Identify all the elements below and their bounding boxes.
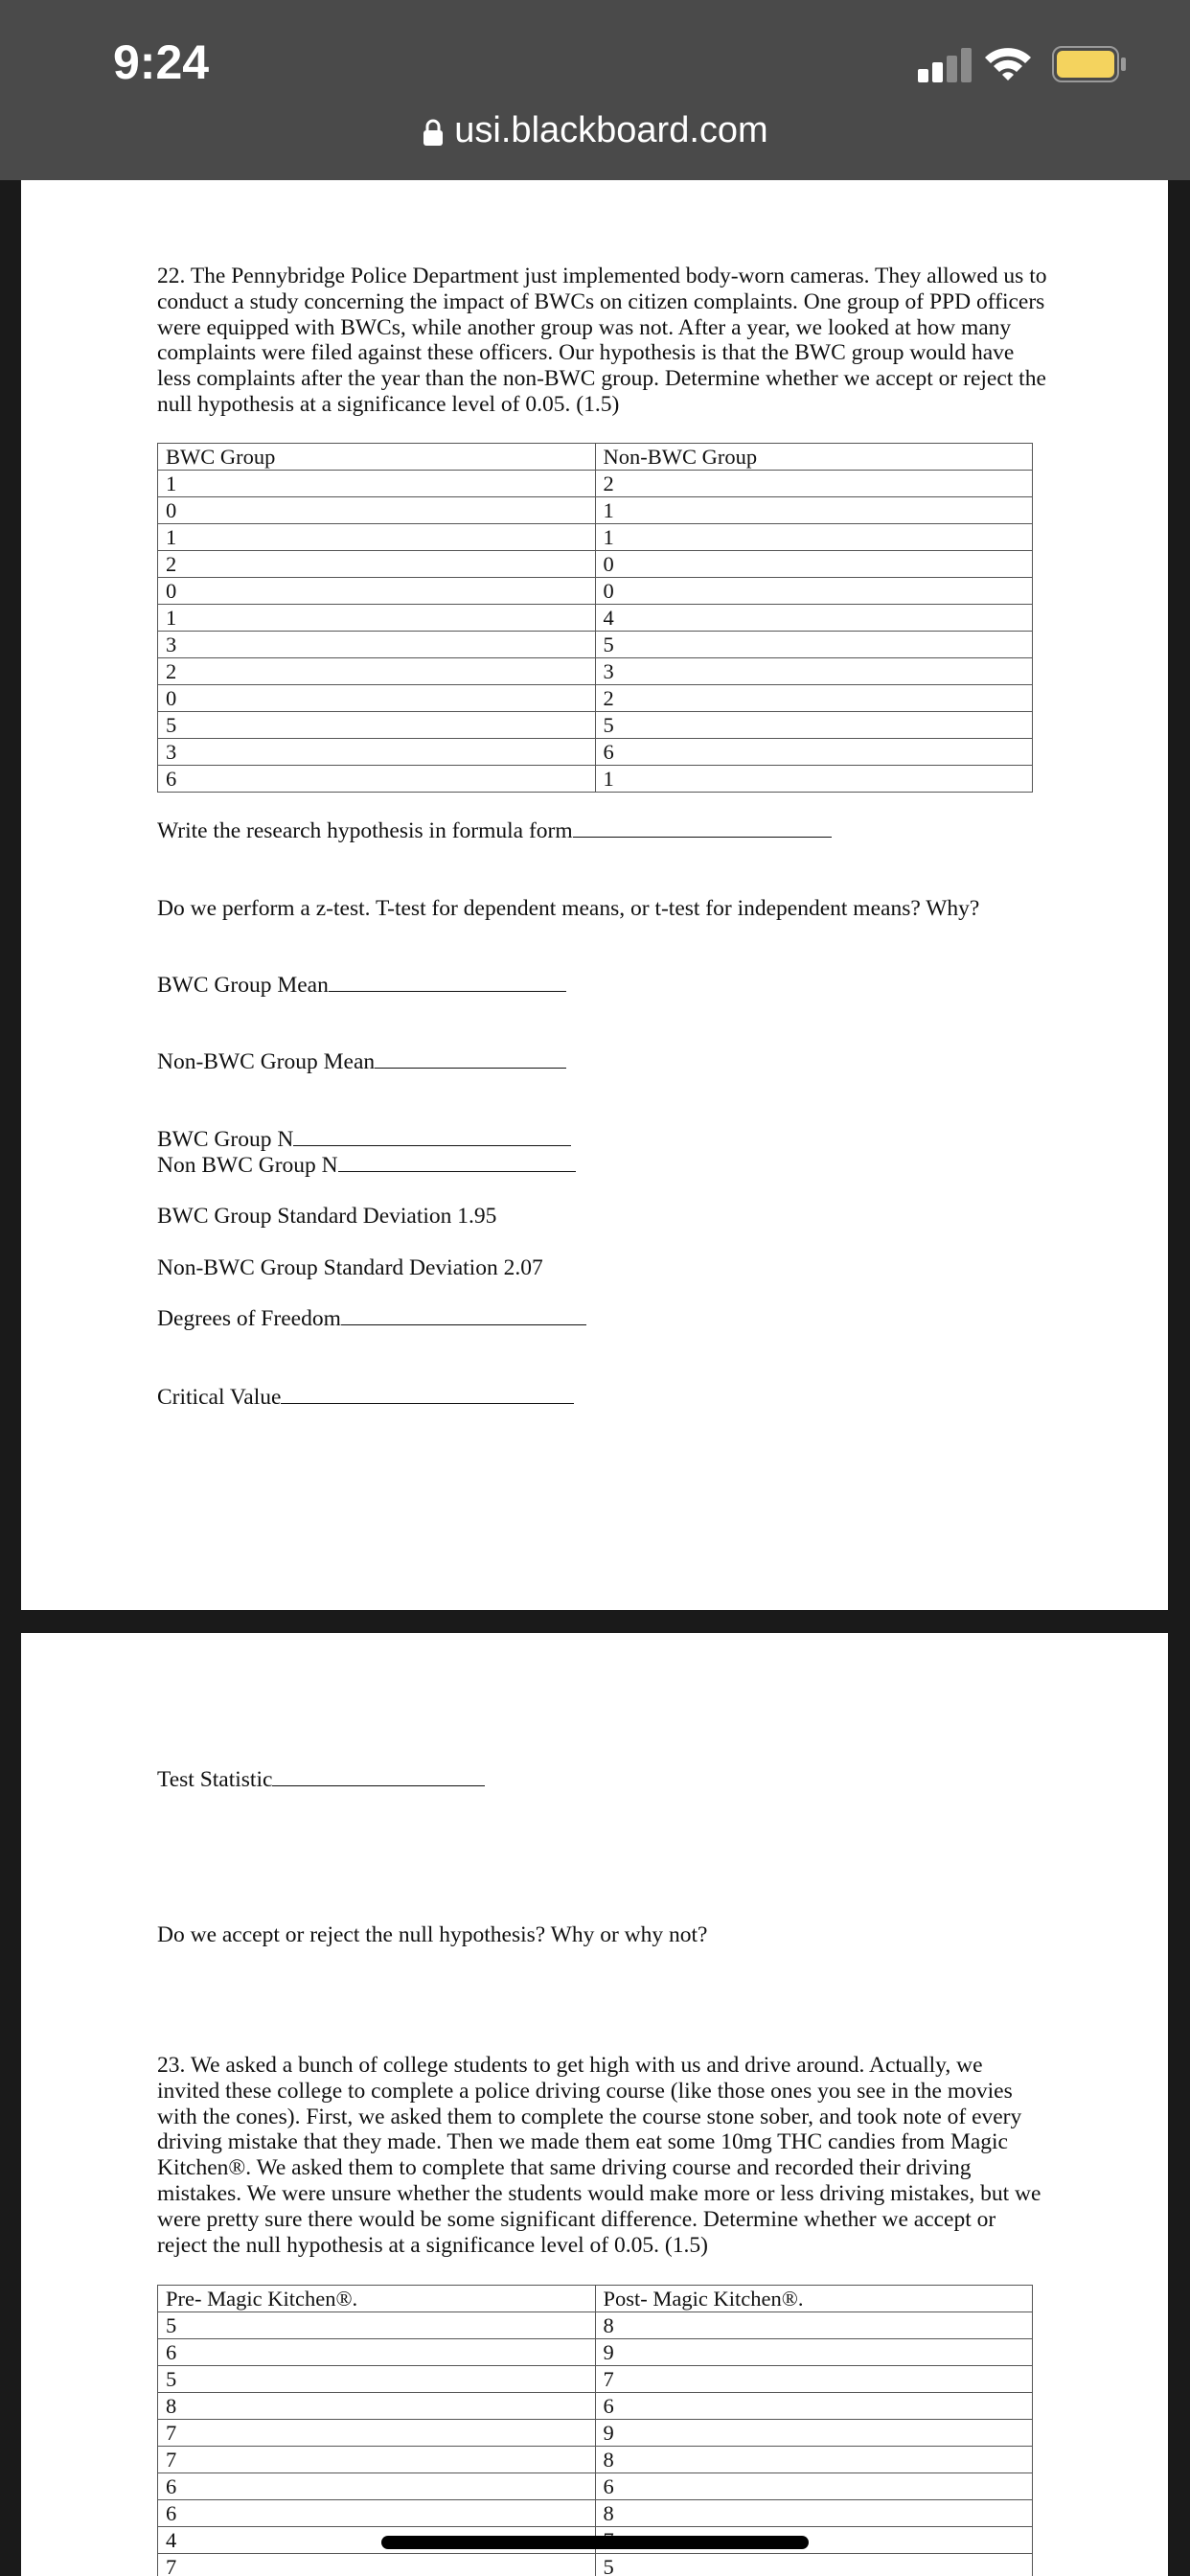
url-text: usi.blackboard.com (454, 110, 768, 150)
table-cell: 1 (158, 471, 596, 497)
magic-kitchen-table-header-row (158, 2286, 1033, 2312)
table-cell: 5 (595, 632, 1033, 658)
table-cell: 6 (595, 2393, 1033, 2420)
table-cell: 3 (158, 632, 596, 658)
table-cell: 0 (595, 551, 1033, 578)
table-cell: 3 (158, 739, 596, 766)
table-row (158, 578, 1033, 605)
table-cell: 6 (595, 2473, 1033, 2500)
table-row (158, 739, 1033, 766)
table-cell: 9 (595, 2420, 1033, 2447)
table-cell: 7 (158, 2554, 596, 2576)
table-cell: 4 (158, 2527, 596, 2554)
status-time: 9:24 (113, 35, 210, 89)
table-row (158, 497, 1033, 524)
question-23-text: 23. We asked a bunch of college students to get high with us and drive around. Actually, we invited these college to complete a police driving course (like those ones you see in the movies with the cones). First, we asked them to complete the course stone sober, and took note of every driving mistake that they made. Then we made them eat some 10mg THC candies from Magic Kitchen®. We asked them to complete that same driving course and recorded their driving mistakes. We were unsure whether the students would make more or less driving mistakes, but we were pretty sure there would be some significant difference. Determine whether we accept or reject the null hypothesis at a significance level of 0.05. (1.5) (157, 2053, 1041, 2258)
bwc-table-header-row (158, 444, 1033, 471)
table-cell: 1 (158, 524, 596, 551)
table-row (158, 471, 1033, 497)
browser-top-bar (0, 0, 1190, 180)
table-cell: 2 (158, 551, 596, 578)
critical-value-prompt: Critical Value (157, 1385, 574, 1411)
table-cell: 1 (595, 497, 1033, 524)
table-cell: 8 (595, 2447, 1033, 2473)
table-cell: 6 (158, 2473, 596, 2500)
degrees-of-freedom-prompt: Degrees of Freedom (157, 1306, 586, 1332)
battery-icon (1052, 46, 1127, 82)
cellular-signal-icon (918, 48, 972, 82)
non-bwc-n-prompt: Non BWC Group N (157, 1153, 576, 1179)
table-row (158, 2366, 1033, 2393)
magic-kitchen-table-header-cell: Post- Magic Kitchen®. (595, 2286, 1033, 2312)
table-cell: 1 (595, 766, 1033, 793)
bwc-table-header-cell: Non-BWC Group (595, 444, 1033, 471)
table-row (158, 2473, 1033, 2500)
table-row (158, 2554, 1033, 2576)
table-cell: 1 (595, 524, 1033, 551)
table-row (158, 551, 1033, 578)
table-cell: 8 (158, 2393, 596, 2420)
accept-reject-question: Do we accept or reject the null hypothesis? Why or why not? (157, 1922, 708, 1947)
test-statistic-prompt: Test Statistic (157, 1767, 485, 1793)
question-22-text: 22. The Pennybridge Police Department just implemented body-worn cameras. They allowed us to conduct a study concerning the impact of BWCs on citizen complaints. One group of PPD officers were equipped with BWCs, while another group was not. After a year, we looked at how many complaints were filed against these officers. Our hypothesis is that the BWC group would have less complaints after the year than the non-BWC group. Determine whether we accept or reject the null hypothesis at a significance level of 0.05. (1.5) (157, 264, 1047, 417)
research-hypothesis-prompt: Write the research hypothesis in formula form (157, 818, 832, 844)
table-row (158, 685, 1033, 712)
table-cell: 5 (158, 2312, 596, 2339)
table-cell: 0 (595, 578, 1033, 605)
table-row (158, 766, 1033, 793)
table-cell: 6 (158, 2500, 596, 2527)
table-cell: 7 (595, 2366, 1033, 2393)
home-indicator[interactable] (381, 2536, 809, 2549)
table-row (158, 605, 1033, 632)
table-row (158, 2420, 1033, 2447)
bwc-table-header-cell: BWC Group (158, 444, 596, 471)
table-cell: 7 (158, 2420, 596, 2447)
bwc-sd-text: BWC Group Standard Deviation 1.95 (157, 1204, 497, 1229)
table-row (158, 2339, 1033, 2366)
document-page-1 (21, 180, 1168, 1610)
table-cell: 8 (595, 2500, 1033, 2527)
table-cell: 4 (595, 605, 1033, 632)
non-bwc-sd-text: Non-BWC Group Standard Deviation 2.07 (157, 1255, 543, 1280)
table-cell: 3 (595, 658, 1033, 685)
lock-icon (422, 118, 445, 147)
table-row (158, 524, 1033, 551)
bwc-mean-prompt: BWC Group Mean (157, 973, 566, 999)
table-cell: 5 (158, 712, 596, 739)
table-cell: 6 (158, 2339, 596, 2366)
table-cell: 1 (158, 605, 596, 632)
table-cell: 0 (158, 685, 596, 712)
table-row (158, 2393, 1033, 2420)
address-bar[interactable] (0, 110, 1190, 151)
table-cell: 2 (595, 685, 1033, 712)
table-row (158, 2312, 1033, 2339)
table-cell: 0 (158, 578, 596, 605)
table-cell: 2 (595, 471, 1033, 497)
table-cell: 8 (595, 2312, 1033, 2339)
table-cell: 9 (595, 2339, 1033, 2366)
non-bwc-mean-prompt: Non-BWC Group Mean (157, 1049, 566, 1075)
table-cell: 5 (158, 2366, 596, 2393)
bwc-table (157, 443, 1033, 793)
table-cell: 7 (158, 2447, 596, 2473)
table-row (158, 712, 1033, 739)
magic-kitchen-table (157, 2285, 1033, 2576)
magic-kitchen-table-header-cell: Pre- Magic Kitchen®. (158, 2286, 596, 2312)
table-row (158, 2447, 1033, 2473)
table-row (158, 2500, 1033, 2527)
table-row (158, 632, 1033, 658)
table-cell: 5 (595, 2554, 1033, 2576)
table-cell: 0 (158, 497, 596, 524)
test-type-question: Do we perform a z-test. T-test for dependent means, or t-test for independent means? Why? (157, 896, 980, 921)
table-cell: 6 (158, 766, 596, 793)
document-page-2 (21, 1633, 1168, 2576)
wifi-icon (983, 44, 1033, 82)
bwc-n-prompt: BWC Group N (157, 1127, 571, 1153)
table-row (158, 658, 1033, 685)
table-cell: 5 (595, 712, 1033, 739)
table-cell: 6 (595, 739, 1033, 766)
table-cell: 2 (158, 658, 596, 685)
